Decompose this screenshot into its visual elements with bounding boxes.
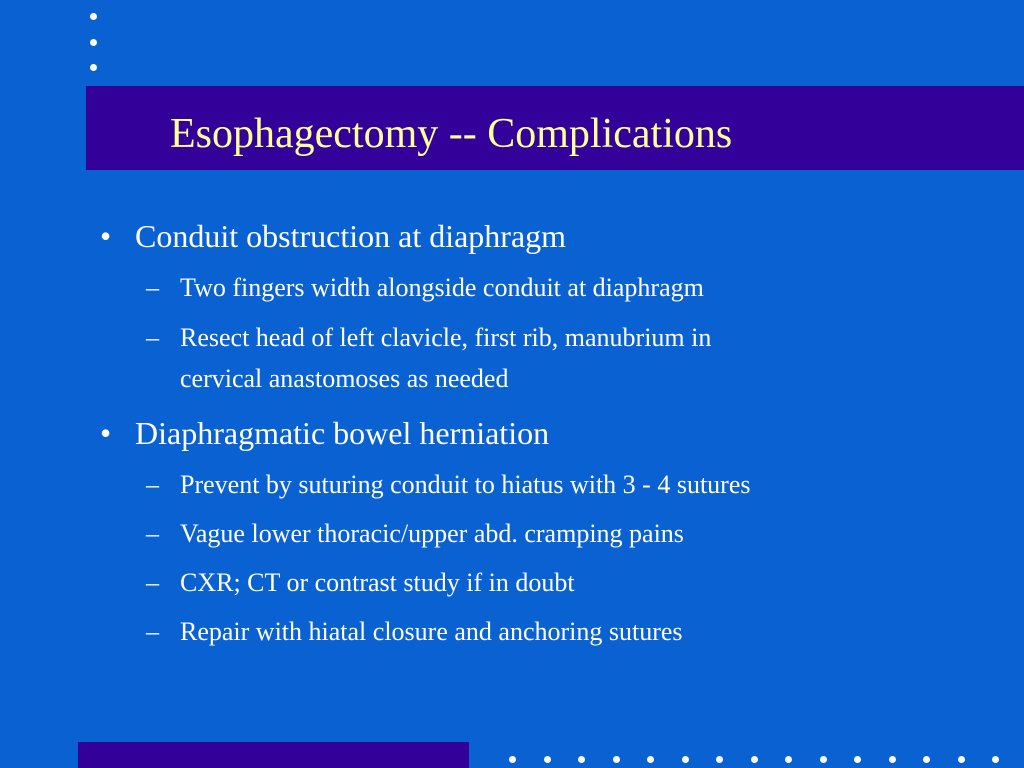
bullet-icon: • (100, 415, 112, 451)
sub-bullet-item: Vague lower thoracic/upper abd. cramping pains (180, 519, 684, 548)
decor-dot (751, 756, 758, 763)
dash-icon: – (146, 617, 159, 646)
bullet-item: Conduit obstruction at diaphragm (135, 218, 567, 254)
decor-dot (682, 756, 689, 763)
sub-bullet-item: Resect head of left clavicle, first rib, manubrium in (180, 323, 712, 352)
bullet-item: Diaphragmatic bowel herniation (135, 415, 550, 451)
dash-icon: – (146, 519, 159, 548)
decor-dot (90, 13, 97, 20)
dash-icon: – (146, 323, 159, 352)
decor-dot (923, 756, 930, 763)
sub-bullet-item-continuation: cervical anastomoses as needed (180, 364, 509, 393)
decor-dot (647, 756, 654, 763)
dash-icon: – (146, 470, 159, 499)
decor-dot (854, 756, 861, 763)
slide-title: Esophagectomy -- Complications (170, 111, 733, 157)
decor-dot (958, 756, 965, 763)
dash-icon: – (146, 568, 159, 597)
decor-dot (509, 756, 516, 763)
decor-dot (785, 756, 792, 763)
bullet-icon: • (100, 218, 112, 254)
decor-dot (578, 756, 585, 763)
decor-dot (889, 756, 896, 763)
sub-bullet-item: CXR; CT or contrast study if in doubt (180, 568, 575, 597)
decor-dot (716, 756, 723, 763)
decor-dot (544, 756, 551, 763)
decor-dot (820, 756, 827, 763)
sub-bullet-item: Prevent by suturing conduit to hiatus with 3 - 4 sutures (180, 470, 751, 499)
decor-dot (90, 39, 97, 46)
decor-dot (90, 64, 97, 71)
sub-bullet-item: Two fingers width alongside conduit at diaphragm (180, 273, 704, 302)
sub-bullet-item: Repair with hiatal closure and anchoring sutures (180, 617, 683, 646)
bottom-bar (78, 742, 469, 768)
decor-dot (613, 756, 620, 763)
decor-dot (992, 756, 999, 763)
dash-icon: – (146, 273, 159, 302)
